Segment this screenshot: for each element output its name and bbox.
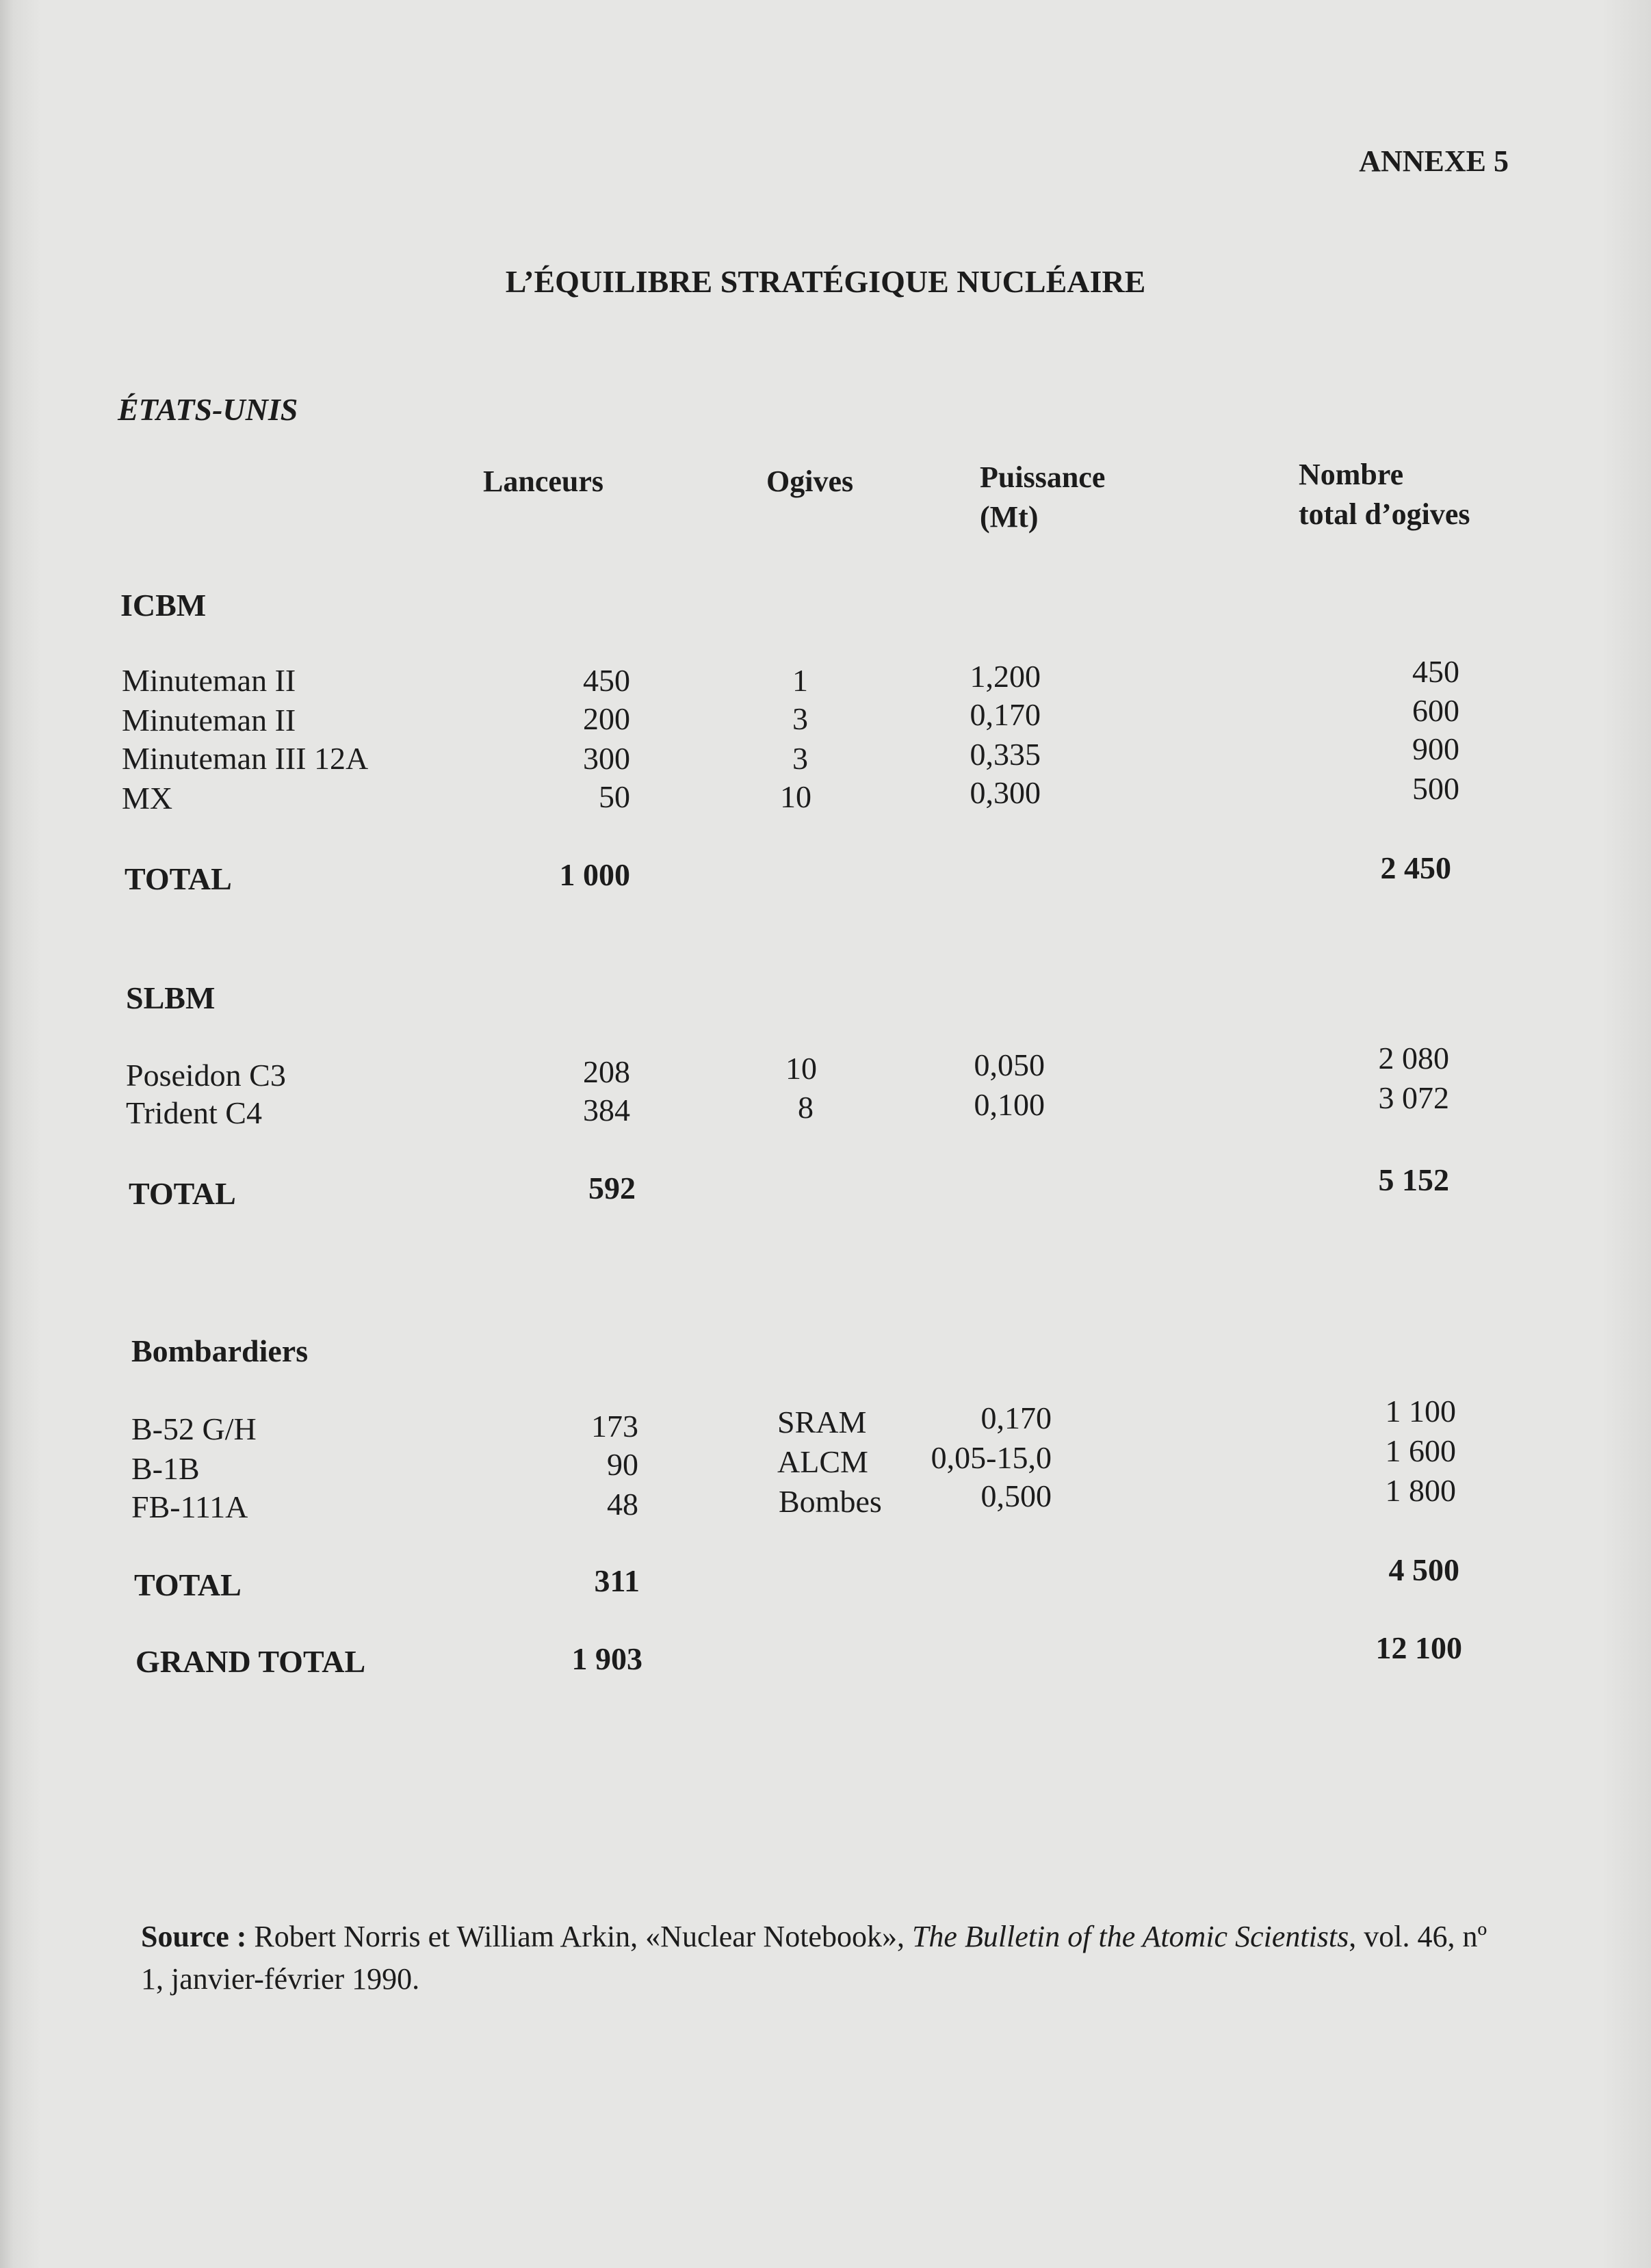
yield-value: 0,170 (970, 697, 1041, 732)
warheads-value: Bombes (779, 1484, 882, 1519)
total-warheads-value: 1 100 (1385, 1394, 1456, 1429)
column-header-launchers: Lanceurs (483, 465, 603, 498)
system-name: Minuteman II (122, 703, 296, 738)
yield-value: 0,100 (974, 1087, 1045, 1122)
system-name: Minuteman III 12A (122, 741, 369, 776)
grand-total-launchers: 1 903 (571, 1641, 642, 1676)
total-label: TOTAL (125, 861, 232, 896)
system-name: MX (122, 781, 173, 816)
launchers-value: 300 (583, 741, 630, 776)
system-name: FB-111A (131, 1489, 248, 1524)
launchers-total: 592 (588, 1171, 636, 1205)
system-name: B-52 G/H (131, 1411, 257, 1446)
warheads-value: ALCM (777, 1444, 868, 1479)
total-warheads-value: 2 080 (1378, 1041, 1449, 1076)
yield-value: 0,500 (980, 1478, 1052, 1513)
system-name: B-1B (131, 1451, 200, 1486)
total-warheads-value: 600 (1412, 693, 1459, 728)
source-note (141, 1916, 1496, 2000)
column-header-yield-unit: (Mt) (980, 500, 1039, 534)
warheads-value: SRAM (777, 1405, 867, 1439)
system-name: Poseidon C3 (126, 1058, 286, 1093)
launchers-value: 50 (599, 779, 630, 814)
grand-total-warheads: 12 100 (1375, 1630, 1462, 1665)
launchers-total: 311 (594, 1563, 640, 1598)
warheads-value: 3 (792, 741, 808, 776)
total-warheads-value: 3 072 (1378, 1080, 1449, 1115)
warheads-total: 4 500 (1388, 1552, 1459, 1587)
warheads-total: 5 152 (1378, 1162, 1449, 1197)
total-label: TOTAL (134, 1567, 242, 1602)
yield-value: 1,200 (970, 659, 1041, 694)
launchers-value: 200 (583, 701, 630, 736)
section-heading-bombers: Bombardiers (131, 1333, 309, 1368)
column-header-total: Nombre (1299, 458, 1404, 491)
system-name: Trident C4 (126, 1095, 262, 1130)
warheads-value: 10 (785, 1051, 817, 1086)
grand-total-label: GRAND TOTAL (135, 1644, 366, 1679)
page-title: L’ÉQUILIBRE STRATÉGIQUE NUCLÉAIRE (505, 264, 1146, 299)
total-label: TOTAL (129, 1176, 236, 1211)
annex-label: ANNEXE 5 (1359, 144, 1509, 178)
yield-value: 0,05-15,0 (931, 1440, 1052, 1475)
column-header-total-line2: total d’ogives (1299, 497, 1470, 531)
total-warheads-value: 900 (1412, 731, 1459, 766)
launchers-value: 208 (583, 1054, 630, 1089)
yield-value: 0,170 (980, 1400, 1052, 1435)
launchers-value: 450 (583, 663, 630, 698)
launchers-total: 1 000 (559, 857, 630, 892)
yield-value: 0,300 (970, 775, 1041, 810)
source-label: Source : (141, 1920, 247, 1953)
source-authors: Robert Norris et William Arkin, «Nuclear Notebook», (254, 1920, 905, 1953)
launchers-value: 48 (607, 1487, 638, 1522)
source-journal: The Bulletin of the Atomic Scientists (911, 1920, 1349, 1953)
source-details: , vol. 46, nº 1, janvier-février 1990. (141, 1920, 1487, 1996)
launchers-value: 173 (591, 1409, 638, 1444)
section-heading-icbm: ICBM (120, 588, 207, 623)
warheads-value: 10 (780, 779, 811, 814)
warheads-value: 3 (792, 701, 808, 736)
total-warheads-value: 450 (1412, 654, 1459, 689)
warheads-value: 1 (792, 663, 808, 698)
yield-value: 0,050 (974, 1047, 1045, 1082)
warheads-total: 2 450 (1380, 850, 1451, 885)
warheads-value: 8 (798, 1090, 814, 1125)
system-name: Minuteman II (122, 663, 296, 698)
total-warheads-value: 500 (1412, 771, 1459, 806)
yield-value: 0,335 (970, 737, 1041, 772)
column-header-yield: Puissance (980, 460, 1106, 494)
section-heading-slbm: SLBM (126, 980, 216, 1015)
total-warheads-value: 1 600 (1385, 1433, 1456, 1468)
launchers-value: 90 (607, 1447, 638, 1482)
launchers-value: 384 (583, 1093, 630, 1128)
total-warheads-value: 1 800 (1385, 1473, 1456, 1508)
column-header-warheads: Ogives (766, 465, 854, 498)
country-heading: ÉTATS-UNIS (118, 392, 298, 427)
